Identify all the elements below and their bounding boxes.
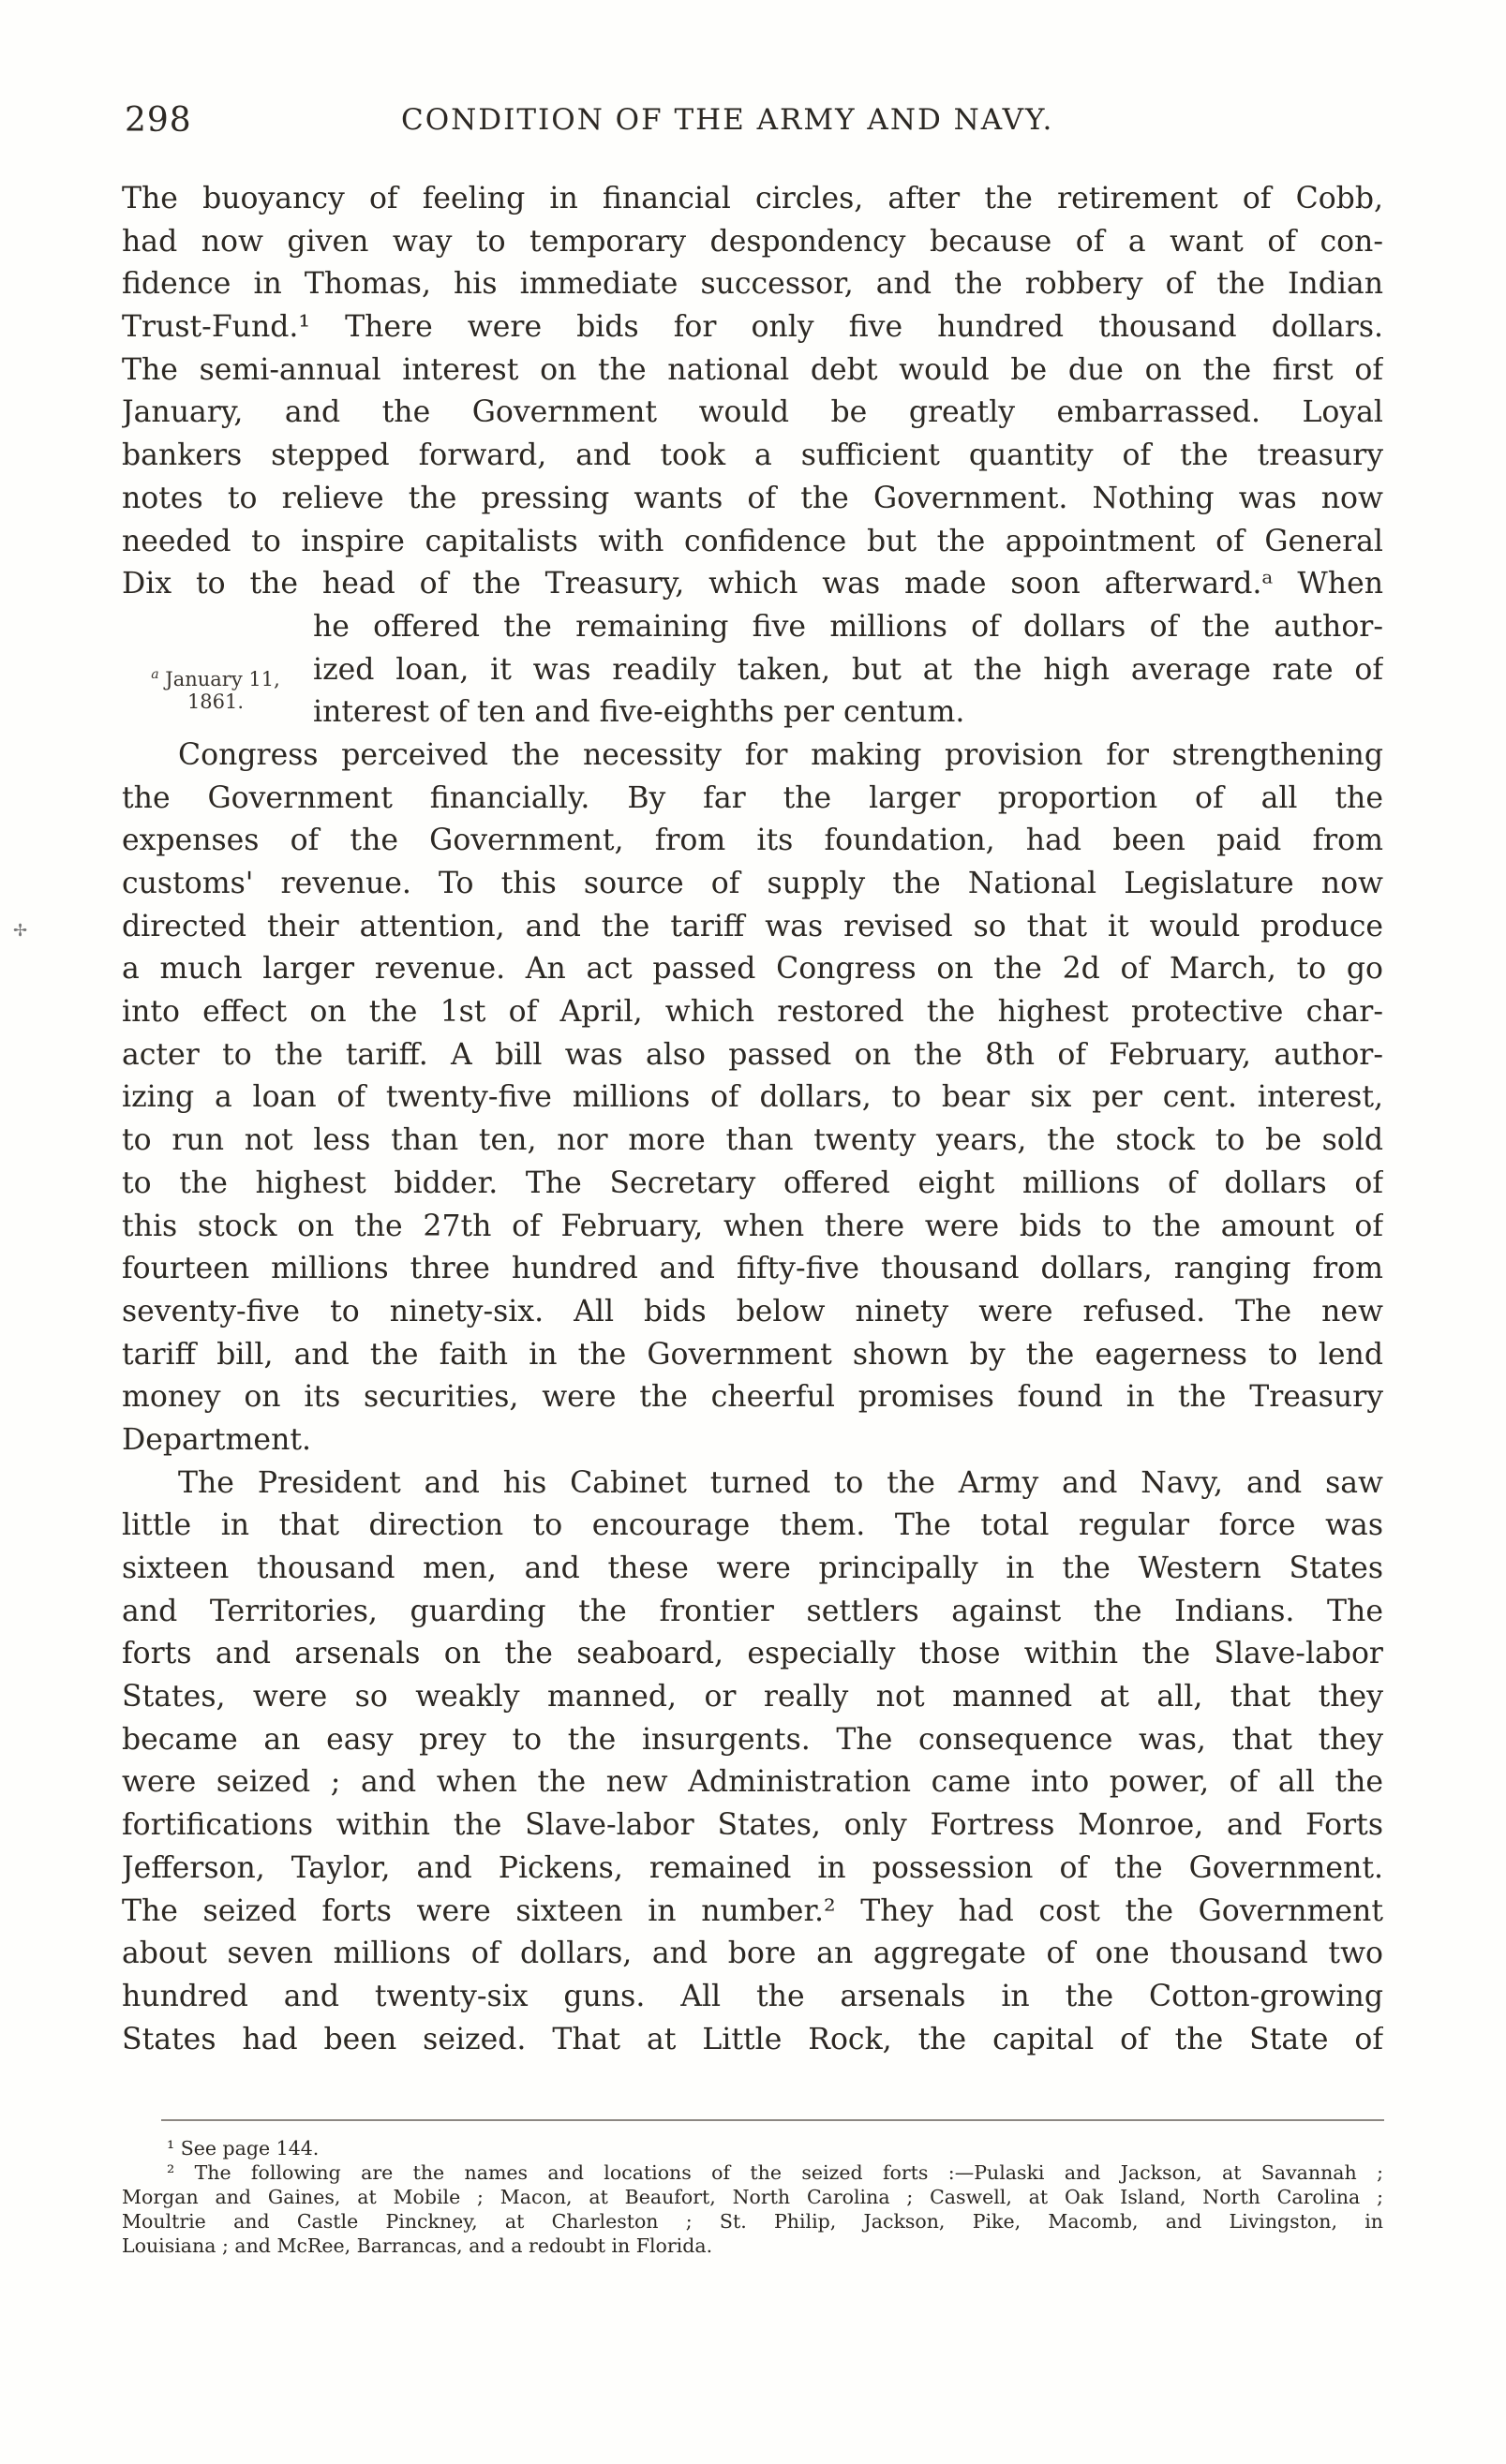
text-line: became an easy prey to the insurgents. The consequence was, that they (122, 1722, 1383, 1757)
text-line: fortifications within the Slave-labor States, only Fortress Monroe, and Forts (122, 1808, 1383, 1843)
text-line: had now given way to temporary despondency because of a want of con- (122, 224, 1383, 259)
text-line: money on its securities, were the cheerful promises found in the Treasury (122, 1380, 1383, 1415)
footnotes (122, 2136, 1383, 2258)
text-line: to run not less than ten, nor more than twenty years, the stock to be sold (122, 1123, 1383, 1158)
text-line: forts and arsenals on the seaboard, especially those within the Slave-labor (122, 1637, 1383, 1671)
page-header (125, 101, 1380, 148)
text-line: fourteen millions three hundred and fifty-five thousand dollars, ranging from (122, 1252, 1383, 1286)
text-line: directed their attention, and the tariff was revised so that it would produce (122, 909, 1383, 943)
text-line: and Territories, guarding the frontier settlers against the Indians. The (122, 1594, 1383, 1628)
text-line: States, were so weakly manned, or really not manned at all, that they (122, 1680, 1383, 1714)
footnote-divider (161, 2119, 1384, 2121)
text-line: The seized forts were sixteen in number.² They had cost the Government (122, 1893, 1383, 1928)
text-line: The semi-annual interest on the national debt would be due on the first of (122, 352, 1383, 387)
text-line: customs' revenue. To this source of supply the National Legislature now (122, 867, 1383, 900)
footnote-2-line: Louisiana ; and McRee, Barrancas, and a redoubt in Florida. (122, 2234, 713, 2257)
paragraph-start: The President and his Cabinet turned to the Army and Navy, and saw (178, 1465, 1383, 1500)
text-line: into effect on the 1st of April, which restored the highest protective char- (122, 995, 1383, 1030)
text-line: about seven millions of dollars, and bore an aggregate of one thousand two (122, 1937, 1383, 1971)
text-line: acter to the tariff. A bill was also passed on the 8th of February, author- (122, 1037, 1383, 1072)
text-line: this stock on the 27th of February, when there were bids to the amount of (122, 1209, 1383, 1243)
text-line: notes to relieve the pressing wants of the Government. Nothing was now (122, 481, 1383, 515)
page-number: 298 (125, 101, 192, 140)
text-line: Department. (122, 1422, 312, 1457)
print-speck: ✢ (13, 921, 28, 941)
text-line: interest of ten and five-eighths per centum. (313, 695, 965, 730)
text-line: he offered the remaining five millions of dollars of the author- (313, 609, 1383, 644)
text-line: needed to inspire capitalists with confidence but the appointment of General (122, 524, 1383, 558)
body-text (122, 178, 1383, 2061)
text-line: fidence in Thomas, his immediate successor, and the robbery of the Indian (122, 267, 1383, 302)
footnote-2-line: Morgan and Gaines, at Mobile ; Macon, at Beaufort, North Carolina ; Caswell, at Oak Island, North Carolina ; (122, 2186, 1383, 2208)
text-line: Dix to the head of the Treasury, which was made soon afterward.ᵃ When (122, 567, 1383, 601)
text-line: States had been seized. That at Little Rock, the capital of the State of (122, 2022, 1383, 2056)
text-line: the Government financially. By far the larger proportion of all the (122, 780, 1383, 815)
text-line: were seized ; and when the new Administration came into power, of all the (122, 1765, 1383, 1800)
paragraph-start: Congress perceived the necessity for making provision for strengthening (178, 737, 1383, 772)
text-line: January, and the Government would be greatly embarrassed. Loyal (122, 395, 1383, 430)
text-line: Jefferson, Taylor, and Pickens, remained in possession of the Government. (122, 1850, 1383, 1885)
text-line: expenses of the Government, from its foundation, had been paid from (122, 824, 1383, 858)
text-line: sixteen thousand men, and these were principally in the Western States (122, 1551, 1383, 1585)
text-line: to the highest bidder. The Secretary offered eight millions of dollars of (122, 1165, 1383, 1200)
text-line: a much larger revenue. An act passed Congress on the 2d of March, to go (122, 952, 1383, 987)
footnote-2-line: Moultrie and Castle Pinckney, at Charleston ; St. Philip, Jackson, Pike, Macomb, and Livingston, in (122, 2210, 1383, 2233)
text-line: Trust-Fund.¹ There were bids for only five hundred thousand dollars. (122, 310, 1383, 345)
text-line: bankers stepped forward, and took a sufficient quantity of the treasury (122, 438, 1383, 473)
text-line: ized loan, it was readily taken, but at the high average rate of (313, 652, 1383, 687)
text-line: seventy-five to ninety-six. All bids below ninety were refused. The new (122, 1294, 1383, 1328)
text-line: hundred and twenty-six guns. All the arsenals in the Cotton-growing (122, 1979, 1383, 2013)
text-line: izing a loan of twenty-five millions of dollars, to bear six per cent. interest, (122, 1080, 1383, 1115)
margin-note-date: $^a$ January 11, 1861. (151, 667, 280, 713)
running-head: CONDITION OF THE ARMY AND NAVY. (401, 103, 1054, 137)
text-line: tariff bill, and the faith in the Government shown by the eagerness to lend (122, 1337, 1383, 1372)
footnote-1: ¹ See page 144. (167, 2137, 320, 2160)
text-line: little in that direction to encourage them. The total regular force was (122, 1508, 1383, 1543)
text-line: The buoyancy of feeling in financial circles, after the retirement of Cobb, (122, 182, 1383, 215)
footnote-2: ² The following are the names and locations of the seized forts :—Pulaski and Jackson, at Savannah ; (167, 2161, 1383, 2184)
